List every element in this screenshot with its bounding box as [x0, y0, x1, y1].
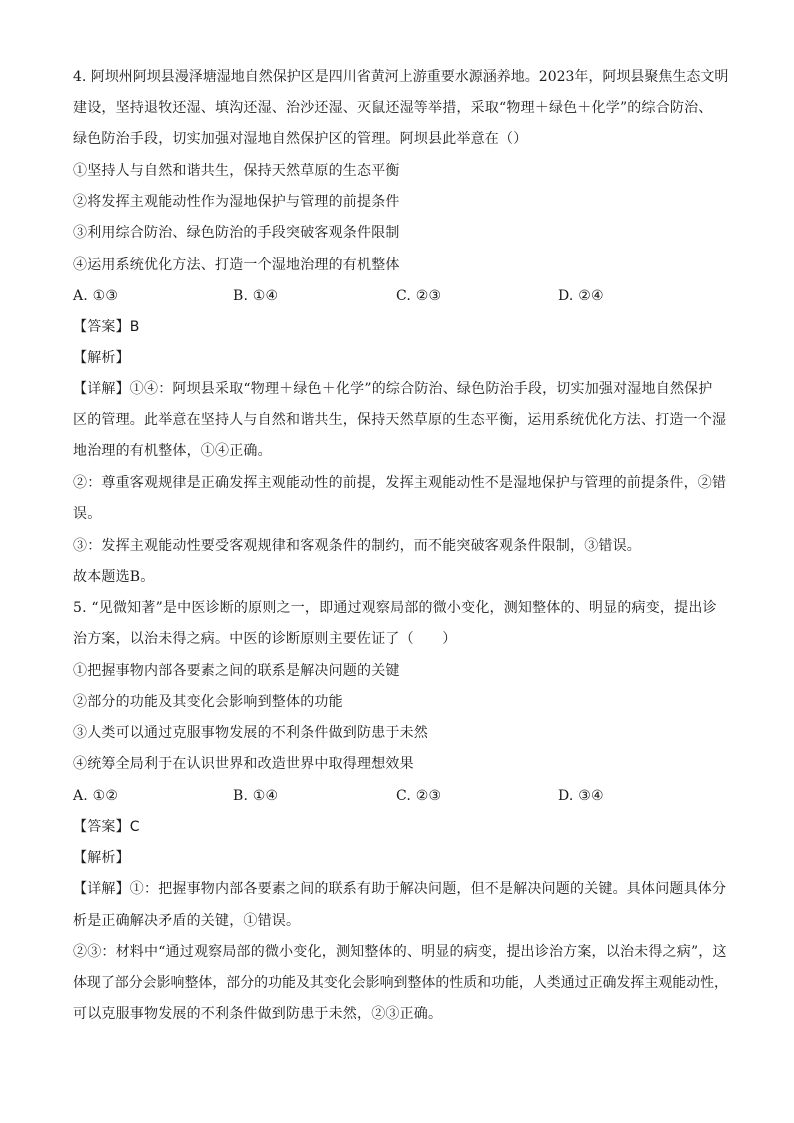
q5-option-c: C. ②③	[396, 788, 442, 804]
q4-detail-line-3: 地治理的有机整体，①④正确。	[73, 443, 272, 459]
q4-stem-line-2: 建设，坚持退牧还湿、填沟还湿、治沙还湿、灭鼠还湿等举措，采取“物理＋绿色＋化学”的综合防治、	[73, 100, 713, 116]
q5-detail-line-3: ②③：材料中“通过观察局部的微小变化，测知整体的、明显的病变，提出诊治方案，以治未得之病”，这	[73, 944, 727, 960]
q5-detail-line-4: 体现了部分会影响整体，部分的功能及其变化会影响到整体的性质和功能，人类通过正确发挥主观能动性，	[73, 975, 728, 991]
q4-detail-line-5: 误。	[73, 506, 102, 522]
q4-option-a: A. ①③	[73, 288, 119, 304]
q4-detail-line-2: 区的管理。此举意在坚持人与自然和谐共生，保持天然草原的生态平衡，运用系统优化方法、打造一个湿	[73, 412, 727, 428]
q4-option-b: B. ①④	[233, 288, 279, 304]
q4-detail-line-4: ②：尊重客观规律是正确发挥主观能动性的前提，发挥主观能动性不是湿地保护与管理的前提条件，②错	[73, 475, 727, 491]
q5-statement-4: ④统筹全局利于在认识世界和改造世界中取得理想效果	[73, 756, 414, 772]
q5-option-b: B. ①④	[233, 788, 279, 804]
q5-statement-1: ①把握事物内部各要素之间的联系是解决问题的关键	[73, 663, 400, 679]
q4-options	[73, 286, 728, 306]
q4-detail-line-1: 【详解】①④：阿坝县采取“物理＋绿色＋化学”的综合防治、绿色防治手段，切实加强对湿地自然保护	[73, 381, 713, 397]
q4-statement-1: ①坚持人与自然和谐共生，保持天然草原的生态平衡	[73, 163, 400, 179]
q4-stem-line-3: 绿色防治手段，切实加强对湿地自然保护区的管理。阿坝县此举意在（）	[73, 131, 528, 147]
q4-statement-3: ③利用综合防治、绿色防治的手段突破客观条件限制	[73, 225, 400, 241]
q5-option-a: A. ①②	[73, 788, 119, 804]
q4-analysis-label: 【解析】	[73, 350, 130, 366]
q5-options	[73, 786, 728, 806]
q4-answer: 【答案】B	[73, 319, 140, 335]
q4-option-c: C. ②③	[396, 288, 442, 304]
q5-analysis-label: 【解析】	[73, 850, 130, 866]
q4-stem-line-1: 4. 阿坝州阿坝县漫泽塘湿地自然保护区是四川省黄河上游重要水源涵养地。2023年，阿坝县聚焦生态文明	[73, 69, 729, 85]
q5-detail-line-1: 【详解】①：把握事物内部各要素之间的联系有助于解决问题，但不是解决问题的关键。具体问题具体分	[73, 881, 727, 897]
q4-detail-line-6: ③：发挥主观能动性要受客观规律和客观条件的制约，而不能突破客观条件限制，③错误。	[73, 538, 641, 554]
q5-detail-line-5: 可以克服事物发展的不利条件做到防患于未然，②③正确。	[73, 1006, 443, 1022]
q5-option-d: D. ③④	[558, 788, 604, 804]
q4-statement-2: ②将发挥主观能动性作为湿地保护与管理的前提条件	[73, 194, 400, 210]
q4-option-d: D. ②④	[558, 288, 604, 304]
q4-detail-line-7: 故本题选B。	[73, 569, 155, 585]
q5-detail-line-2: 析是正确解决矛盾的关键，①错误。	[73, 913, 301, 929]
q5-statement-3: ③人类可以通过克服事物发展的不利条件做到防患于未然	[73, 725, 428, 741]
q5-statement-2: ②部分的功能及其变化会影响到整体的功能	[73, 694, 343, 710]
q4-statement-4: ④运用系统优化方法、打造一个湿地治理的有机整体	[73, 257, 400, 273]
q5-answer: 【答案】C	[73, 819, 140, 835]
q5-stem-line-2: 治方案，以治未得之病。中医的诊断原则主要佐证了（ ）	[73, 631, 457, 647]
q5-stem-line-1: 5. “见微知著”是中医诊断的原则之一，即通过观察局部的微小变化，测知整体的、明显的病变，提出诊	[73, 600, 717, 616]
